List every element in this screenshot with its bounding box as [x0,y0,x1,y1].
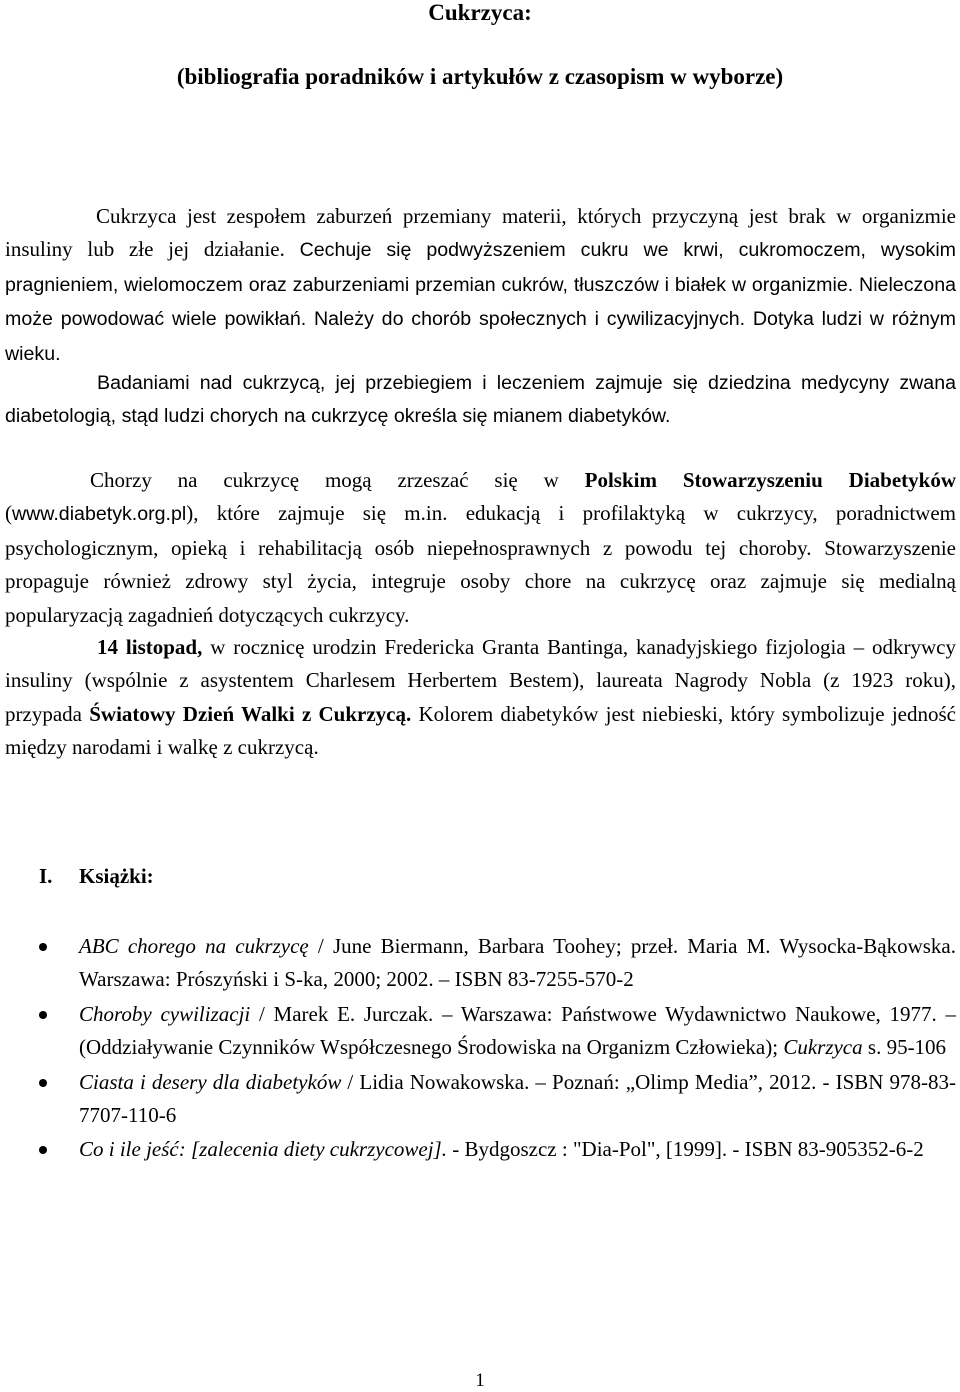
world-day-highlight: Światowy Dzień Walki z Cukrzycą. [89,701,412,726]
page-subtitle: (bibliografia poradników i artykułów z czasopism w wyborze) [176,64,784,89]
intro-text-serif: Cukrzyca jest zespołem zaburzeń przemiany materii, których przyczyną jest brak w organizmie insuliny lub złe jej działanie. [5,204,956,262]
page-number: 1 [475,1370,485,1391]
bullet-icon [39,1079,47,1087]
website-link[interactable]: www.diabetyk.org.pl [12,503,187,526]
book-chapter: Cukrzyca [783,1035,863,1060]
book-title: Ciasta i desery dla diabetyków [79,1069,342,1094]
bullet-icon [39,1146,47,1154]
date-highlight: 14 listopad, [97,635,203,659]
bullet-icon [39,943,47,951]
p4-text-d: Kolorem diabetyków jest niebieski, który symbolizuje jedność między narodami i walkę z cukrzycą. [5,701,956,760]
book-details: / Lidia Nowakowska. – Poznań: „Olimp Media”, 2012. - ISBN 978-83-7707-110-6 [79,1069,957,1128]
book-details: - Bydgoszcz : "Dia-Pol", [1999]. - ISBN 83-905352-6-2 [446,1137,924,1162]
book-title: Choroby cywilizacji [79,1001,251,1026]
list-item [0,930,956,997]
intro-paragraph-3 [5,464,956,632]
p4-text-b: w rocznicę urodzin Fredericka Granta Bantinga, kanadyjskiego fizjologia – odkrywcy insuliny (wspólnie z asystentem Charlesem Herbertem Bestem), laureata Nagrody Nobla (z 1923 roku), przypada [5,635,956,726]
intro-text-sans: Cechuje się podwyższeniem cukru we krwi, cukromoczem, wysokim pragnieniem, wielomoczem oraz zaburzeniami przemian cukrów, tłuszczów i białek w organizmie. Nieleczona może powodować wiele powikłań. Należy do chorób społecznych i cywilizacyjnych. Dotyka ludzi w różnym wieku. [5,239,957,365]
bullet-icon [39,1011,47,1019]
book-title: Co i ile jeść: [zalecenia diety cukrzycowej]. [79,1137,447,1162]
book-list [0,930,960,1168]
book-title: ABC chorego na cukrzycę [79,934,309,958]
book-details: / June Biermann, Barbara Toohey; przeł. Maria M. Wysocka-Bąkowska. Warszawa: Prószyński i S-ka, 2000; 2002. – ISBN 83-7255-570-2 [79,934,956,992]
organization-name: Polskim Stowarzyszeniu Diabetyków [584,468,956,492]
p3-text-e: ), które zajmuje się m.in. edukacją i profilaktyką w cukrzycy, poradnictwem psychologicznym, opieką i rehabilitacją osób niepełnosprawnych z powodu tej choroby. Stowarzyszenie propaguje również zdrowy styl życia, integruje osoby chore na cukrzycę oraz zajmuje się medialną popularyzacją zagadnień dotyczących cukrzycy. [5,501,956,627]
intro-paragraph-1 [5,200,956,371]
section-heading-books [39,864,154,889]
book-pages: s. 95-106 [862,1035,947,1060]
book-details: / Marek E. Jurczak. – Warszawa: Państwowe Wydawnictwo Naukowe, 1977. – (Oddziaływanie Czynników Współczesnego Środowiska na Organizm Człowieka); [79,1001,956,1060]
p3-text-a: Chorzy na cukrzycę mogą zrzeszać się w [90,468,585,492]
page-title: Cukrzyca: [428,0,532,25]
section-title: Książki: [79,864,154,888]
section-number: I. [39,864,53,888]
intro-paragraph-4 [5,631,956,765]
list-item [0,998,956,1065]
list-item [0,1133,956,1166]
list-item [0,1066,956,1133]
intro-paragraph-2: Badaniami nad cukrzycą, jej przebiegiem i leczeniem zajmuje się dziedzina medycyny zwana diabetologią, stąd ludzi chorych na cukrzycę określa się mianem diabetyków. [5,372,956,428]
p3-text-c: ( [5,501,12,526]
